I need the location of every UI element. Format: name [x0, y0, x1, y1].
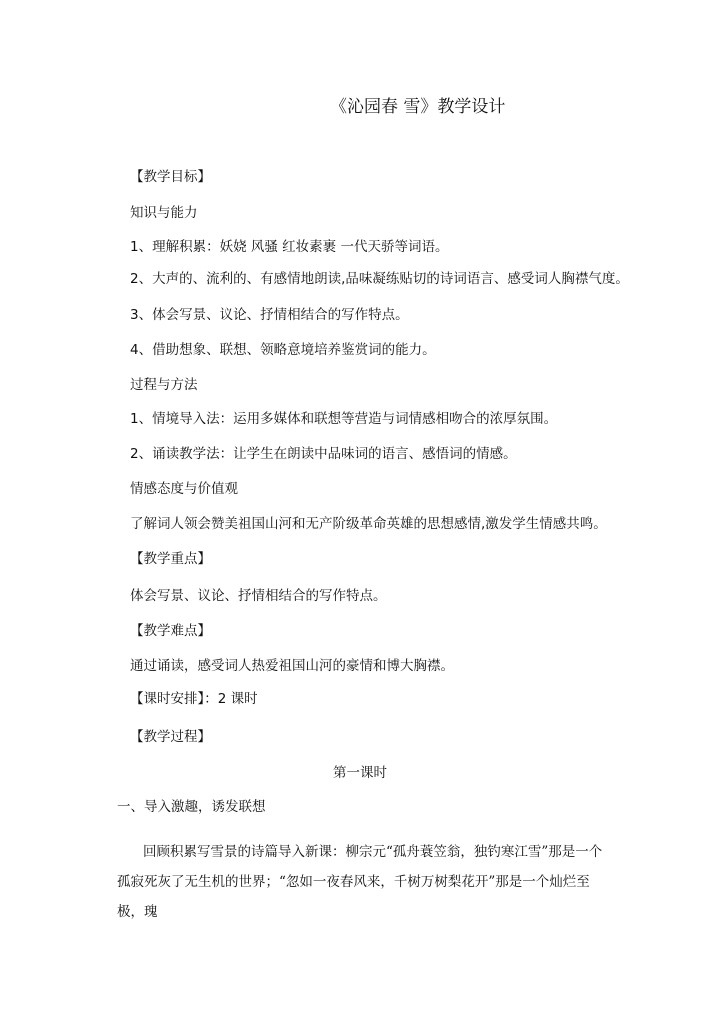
- process-section-heading: 【教学过程】: [130, 729, 211, 745]
- key-text: 体会写景、议论、抒情相结合的写作特点。: [130, 588, 387, 604]
- knowledge-item-2: 2、大声的、流利的、有感情地朗读,品味凝练贴切的诗词语言、感受词人胸襟气度。: [130, 271, 629, 287]
- document-title: 《沁园春 雪》教学设计: [330, 97, 506, 117]
- process-heading: 过程与方法: [130, 377, 198, 393]
- emotion-heading: 情感态度与价值观: [130, 481, 238, 497]
- lesson-heading: 第一课时: [333, 765, 387, 781]
- step1-paragraph: [117, 837, 609, 927]
- process-item-1: 1、情境导入法：运用多媒体和联想等营造与词情感相吻合的浓厚氛围。: [130, 411, 558, 427]
- step1-paragraph-text: 回顾积累写雪景的诗篇导入新课：柳宗元“孤舟蓑笠翁，独钓寒江雪”那是一个孤寂死灰了无生机的世界；“忽如一夜春风来，千树万树梨花开”那是一个灿烂至极，瑰: [117, 844, 603, 920]
- step1-heading: 一、导入激趣，诱发联想: [117, 799, 266, 815]
- schedule-text: 【课时安排】：2 课时: [130, 691, 258, 707]
- knowledge-heading: 知识与能力: [130, 205, 198, 221]
- process-item-2: 2、诵读教学法：让学生在朗读中品味词的语言、感悟词的情感。: [130, 446, 517, 462]
- knowledge-item-3: 3、体会写景、议论、抒情相结合的写作特点。: [130, 307, 409, 323]
- knowledge-item-4: 4、借助想象、联想、领略意境培养鉴赏词的能力。: [130, 342, 436, 358]
- emotion-text: 了解词人领会赞美祖国山河和无产阶级革命英雄的思想感情,激发学生情感共鸣。: [130, 516, 607, 532]
- difficulty-text: 通过诵读，感受词人热爱祖国山河的豪情和博大胸襟。: [130, 658, 454, 674]
- knowledge-item-1: 1、理解积累：妖娆 风骚 红妆素裹 一代天骄等词语。: [130, 239, 449, 255]
- difficulty-heading: 【教学难点】: [130, 623, 211, 639]
- goals-heading: 【教学目标】: [130, 169, 211, 185]
- key-heading: 【教学重点】: [130, 551, 211, 567]
